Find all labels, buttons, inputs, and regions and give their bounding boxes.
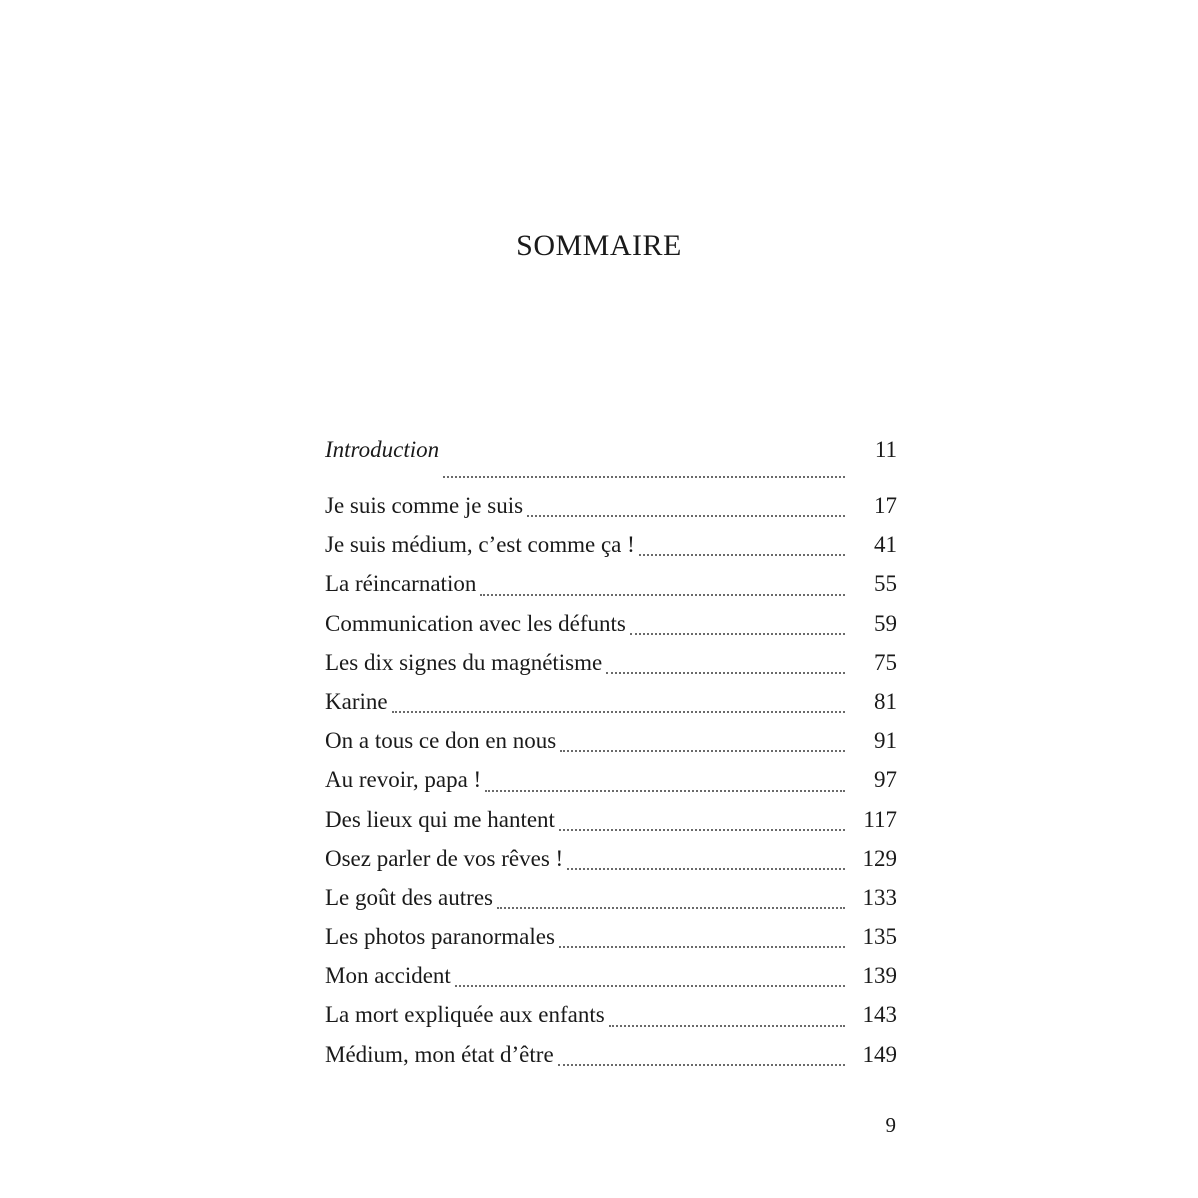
dot-leader (497, 907, 845, 909)
toc-entry-title: La réincarnation (325, 571, 477, 597)
toc-entry-page: 55 (874, 571, 897, 597)
page-number: 9 (885, 1113, 896, 1137)
dot-leader (639, 554, 845, 556)
toc-entry-title: Introduction (325, 437, 440, 462)
toc-entry-title: Je suis médium, c’est comme ça ! (325, 532, 635, 558)
toc-entry (325, 645, 897, 684)
dot-leader (485, 790, 845, 792)
toc-entry-page: 11 (874, 437, 897, 462)
toc-entry (325, 802, 897, 841)
dot-leader (558, 1064, 845, 1066)
toc-entry-page: 41 (874, 532, 897, 558)
toc-entry (325, 527, 897, 566)
toc-entry (325, 919, 897, 958)
toc-entry-title: Au revoir, papa ! (325, 767, 482, 793)
toc-entry-title: Osez parler de vos rêves ! (325, 845, 564, 871)
toc-entry (325, 606, 897, 645)
toc-entry-title: La mort expliquée aux enfants (325, 1002, 605, 1028)
toc-entry (325, 958, 897, 997)
dot-leader (480, 594, 845, 596)
dot-leader (559, 829, 845, 831)
toc-entry-page: 117 (863, 806, 897, 832)
dot-leader (392, 711, 845, 713)
toc-entry-title: Des lieux qui me hantent (325, 806, 555, 832)
toc-entry-introduction (325, 432, 897, 488)
toc-entry (325, 880, 897, 919)
dot-leader (609, 1025, 845, 1027)
toc-entry-page: 75 (874, 649, 897, 675)
toc-entry (325, 841, 897, 880)
toc-entry-title: Les photos paranormales (325, 924, 555, 950)
toc-entry (325, 684, 897, 723)
dot-leader (560, 750, 845, 752)
toc-entry-title: Le goût des autres (325, 884, 493, 910)
toc-entry-page: 97 (874, 767, 897, 793)
toc-entry-page: 17 (874, 493, 897, 518)
toc-entry-page: 135 (862, 924, 897, 950)
dot-leader (606, 672, 845, 674)
toc-entry (325, 488, 897, 527)
dot-leader (567, 868, 845, 870)
toc-entry-title: Communication avec les défunts (325, 610, 626, 636)
toc-entry-page: 81 (874, 688, 897, 714)
toc-entry (325, 1037, 897, 1076)
page-title: SOMMAIRE (516, 229, 682, 262)
toc-entry-title: Je suis comme je suis (325, 493, 524, 518)
toc-entry-title: Médium, mon état d’être (325, 1041, 554, 1067)
dot-leader (443, 476, 845, 478)
toc-entry-title: On a tous ce don en nous (325, 728, 557, 754)
toc-entry (325, 723, 897, 762)
toc-entry-page: 139 (862, 963, 897, 989)
toc-entry (325, 997, 897, 1036)
toc-entry-page: 143 (862, 1002, 897, 1028)
toc-entry-title: Karine (325, 688, 388, 714)
toc-entry-page: 91 (874, 728, 897, 754)
toc-entry (325, 762, 897, 801)
toc-entry-page: 129 (862, 845, 897, 871)
toc-entry-title: Les dix signes du magnétisme (325, 649, 603, 675)
toc-entry-title: Mon accident (325, 963, 451, 989)
toc-entry-page: 149 (862, 1041, 897, 1067)
dot-leader (630, 633, 845, 635)
table-of-contents (325, 432, 897, 1076)
dot-leader (527, 515, 845, 517)
dot-leader (559, 946, 845, 948)
toc-entry (325, 566, 897, 605)
toc-entry-page: 133 (862, 884, 897, 910)
toc-entry-page: 59 (874, 610, 897, 636)
dot-leader (455, 985, 845, 987)
